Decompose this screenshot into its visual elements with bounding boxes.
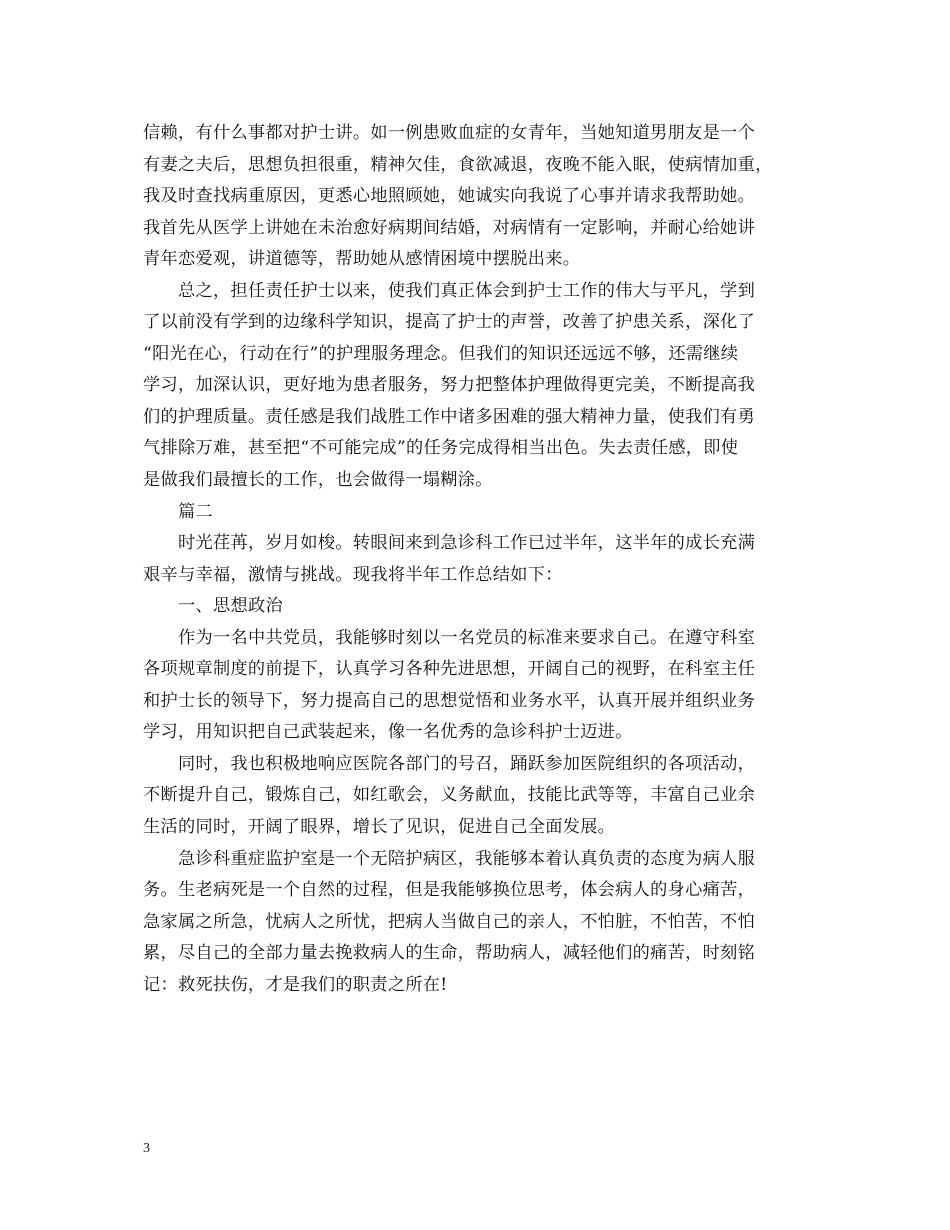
text-line: 有妻之夫后，思想负担很重，精神欠佳，食欲减退，夜晚不能入眠，使病情加重，: [143, 154, 773, 175]
paragraph-first-line: 总之，担任责任护士以来，使我们真正体会到护士工作的伟大与平凡，学到: [178, 280, 756, 301]
text-line: 我及时查找病重原因，更悉心地照顾她，她诚实向我说了心事并请求我帮助她。: [143, 186, 756, 207]
document-body: [143, 118, 823, 1001]
text-line: 各项规章制度的前提下，认真学习各种先进思想，开阔自己的视野，在科室主任: [143, 659, 756, 680]
text-line: 信赖，有什么事都对护士讲。如一例患败血症的女青年，当她知道男朋友是一个: [143, 123, 756, 143]
subsection-heading: 一、思想政治: [178, 596, 283, 617]
paragraph-first-line: 急诊科重症监护室是一个无陪护病区，我能够本着认真负责的态度为病人服: [178, 848, 756, 869]
page-number: 3: [143, 1141, 150, 1156]
text-line: 不断提升自己，锻炼自己，如红歌会，义务献血，技能比武等等，丰富自己业余: [143, 785, 756, 806]
text-line: 累，尽自己的全部力量去挽救病人的生命，帮助病人，减轻他们的痛苦，时刻铭: [143, 943, 756, 964]
text-line: 生活的同时，开阔了眼界，增长了见识，促进自己全面发展。: [143, 817, 616, 838]
text-line: “阳光在心，行动在行”的护理服务理念。但我们的知识还远远不够，还需继续: [143, 343, 739, 364]
text-line: 气排除万难，甚至把“不可能完成”的任务完成得相当出色。失去责任感，即使: [143, 438, 739, 459]
text-line: 艰辛与幸福，激情与挑战。现我将半年工作总结如下：: [143, 564, 563, 585]
text-line: 急家属之所急，忧病人之所忧，把病人当做自己的亲人，不怕脏，不怕苦，不怕: [143, 911, 756, 932]
text-line: 青年恋爱观，讲道德等，帮助她从感情困境中摆脱出来。: [143, 249, 581, 270]
text-line: 务。生老病死是一个自然的过程，但是我能够换位思考，体会病人的身心痛苦，: [143, 880, 756, 901]
text-line: 是做我们最擅长的工作，也会做得一塌糊涂。: [143, 470, 493, 491]
text-line: 我首先从医学上讲她在未治愈好病期间结婚，对病情有一定影响，并耐心给她讲: [143, 217, 756, 238]
paragraph-first-line: 作为一名中共党员，我能够时刻以一名党员的标准来要求自己。在遵守科室: [178, 627, 756, 648]
text-line: 学习，用知识把自己武装起来，像一名优秀的急诊科护士迈进。: [143, 722, 633, 743]
text-line: 和护士长的领导下，努力提高自己的思想觉悟和业务水平，认真开展并组织业务: [143, 690, 756, 711]
paragraph-first-line: 时光荏苒，岁月如梭。转眼间来到急诊科工作已过半年，这半年的成长充满: [178, 533, 756, 554]
text-line: 学习，加深认识，更好地为患者服务，努力把整体护理做得更完美，不断提高我: [143, 375, 756, 396]
section-heading: 篇二: [178, 501, 213, 522]
paragraph-first-line: 同时，我也积极地响应医院各部门的号召，踊跃参加医院组织的各项活动，: [178, 753, 756, 774]
text-line: 们的护理质量。责任感是我们战胜工作中诸多困难的强大精神力量，使我们有勇: [143, 406, 756, 427]
text-line: 记：救死扶伤，才是我们的职责之所在!: [143, 974, 448, 995]
text-line: 了以前没有学到的边缘科学知识，提高了护士的声誉，改善了护患关系，深化了: [143, 312, 756, 333]
